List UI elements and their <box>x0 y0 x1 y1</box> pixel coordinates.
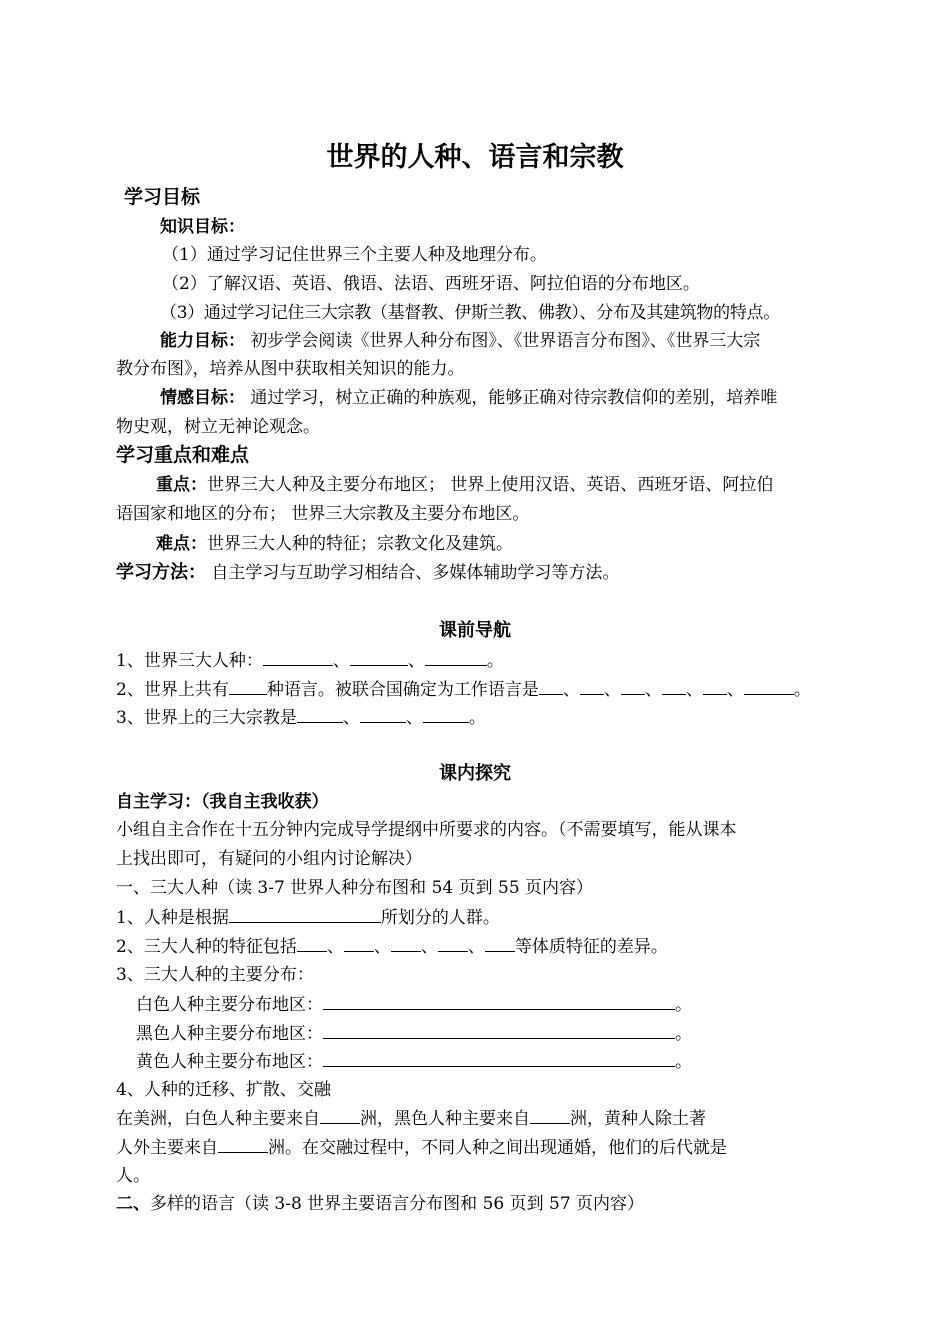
yellow-race-label: 黄色人种主要分布地区： <box>136 1052 323 1072</box>
section-2-heading <box>116 1190 840 1218</box>
knowledge-item-2: （2）了解汉语、英语、俄语、法语、西班牙语、阿拉伯语的分布地区。 <box>162 274 700 294</box>
difficulty-line <box>156 530 840 558</box>
section-2-label: 二、 <box>116 1194 150 1214</box>
separator: 、 <box>342 708 360 728</box>
separator: 、 <box>405 708 423 728</box>
yellow-race-line <box>136 1047 840 1076</box>
separator: 、 <box>603 680 621 700</box>
ability-label: 能力目标： <box>160 331 245 351</box>
ability-line-1 <box>160 327 840 355</box>
knowledge-label: 知识目标： <box>160 217 245 237</box>
self-study-heading: 自主学习：（我自主我收获） <box>116 792 329 812</box>
emotion-line-2: 物史观，树立无神论观念。 <box>116 417 320 437</box>
separator: 、 <box>685 680 703 700</box>
focus-text-1: 世界三大人种及主要分布地区； 世界上使用汉语、英语、西班牙语、阿拉伯 <box>207 475 774 495</box>
answer-blank[interactable] <box>323 990 675 1010</box>
method-line <box>116 559 840 587</box>
method-label: 学习方法： <box>116 562 206 583</box>
separator: 、 <box>407 651 425 671</box>
s1-q4: 4、人种的迁移、扩散、交融 <box>116 1080 331 1100</box>
migration-line-2 <box>116 1133 840 1162</box>
migration-text-c: 洲，黄种人除土著 <box>570 1109 706 1129</box>
answer-blank[interactable] <box>320 1104 360 1124</box>
black-race-line <box>136 1019 840 1048</box>
s1-q2-suffix: 等体质特征的差异。 <box>514 937 668 957</box>
separator: 、 <box>420 937 438 957</box>
preview-q2 <box>116 675 850 704</box>
s1-q2 <box>116 932 840 961</box>
answer-blank[interactable] <box>703 675 727 695</box>
answer-blank[interactable] <box>263 646 333 666</box>
preview-q3-prefix: 3、世界上的三大宗教是 <box>116 708 297 728</box>
answer-blank[interactable] <box>539 675 563 695</box>
objectives-heading: 学习目标 <box>124 186 201 208</box>
separator: 、 <box>562 680 580 700</box>
migration-line-3: 人。 <box>116 1166 150 1186</box>
answer-blank[interactable] <box>425 646 487 666</box>
white-race-label: 白色人种主要分布地区： <box>136 995 323 1015</box>
emotion-line-1 <box>160 384 840 412</box>
difficulty-text: 世界三大人种的特征；宗教文化及建筑。 <box>207 534 513 554</box>
s1-q3: 3、三大人种的主要分布： <box>116 965 314 985</box>
knowledge-item-3: （3）通过学习记住三大宗教（基督教、伊斯兰教、佛教）、分布及其建筑物的特点。 <box>160 303 780 323</box>
separator: 、 <box>644 680 662 700</box>
answer-blank[interactable] <box>218 1133 268 1153</box>
preview-heading: 课前导航 <box>439 620 511 641</box>
migration-text-b: 洲，黑色人种主要来自 <box>360 1109 530 1129</box>
answer-blank[interactable] <box>350 646 408 666</box>
ability-text-1: 初步学会阅读《世界人种分布图》、《世界语言分布图》、《世界三大宗 <box>250 331 761 351</box>
focus-line-2: 语国家和地区的分布； 世界三大宗教及主要分布地区。 <box>116 504 530 524</box>
answer-blank[interactable] <box>360 703 406 723</box>
migration-text-e: 洲。在交融过程中，不同人种之间出现通婚，他们的后代就是 <box>268 1138 727 1158</box>
answer-blank[interactable] <box>297 932 327 952</box>
black-race-label: 黑色人种主要分布地区： <box>136 1024 323 1044</box>
ability-line-2: 教分布图》，培养从图中获取相关知识的能力。 <box>116 359 465 379</box>
separator: 、 <box>726 680 744 700</box>
preview-q1 <box>116 646 840 675</box>
s1-q1 <box>116 903 840 932</box>
s1-q2-prefix: 2、三大人种的特征包括 <box>116 937 297 957</box>
section-1-heading: 一、三大人种（读 3-7 世界人种分布图和 54 页到 55 页内容） <box>116 878 594 898</box>
period: 。 <box>675 1052 692 1072</box>
answer-blank[interactable] <box>621 675 645 695</box>
inclass-heading: 课内探究 <box>439 763 511 784</box>
answer-blank[interactable] <box>297 703 343 723</box>
answer-blank[interactable] <box>438 932 468 952</box>
page-title: 世界的人种、语言和宗教 <box>326 142 624 173</box>
emotion-text-1: 通过学习，树立正确的种族观，能够正确对待宗教信仰的差别，培养唯 <box>250 388 778 408</box>
preview-q2-prefix: 2、世界上共有 <box>116 680 229 700</box>
answer-blank[interactable] <box>344 932 374 952</box>
answer-blank[interactable] <box>323 1019 675 1039</box>
preview-q3 <box>116 703 840 732</box>
white-race-line <box>136 990 840 1019</box>
answer-blank[interactable] <box>229 903 381 923</box>
answer-blank[interactable] <box>744 675 794 695</box>
separator: 、 <box>326 937 344 957</box>
difficulty-label: 难点： <box>156 534 207 554</box>
migration-line-1 <box>116 1104 840 1133</box>
preview-q2-mid: 种语言。被联合国确定为工作语言是 <box>266 680 539 700</box>
period: 。 <box>675 1024 692 1044</box>
answer-blank[interactable] <box>485 932 515 952</box>
preview-q2-end: 。 <box>793 680 811 700</box>
intro-line-2: 上找出即可，有疑问的小组内讨论解决） <box>116 849 422 869</box>
separator: 、 <box>373 937 391 957</box>
keypoints-heading: 学习重点和难点 <box>116 444 250 466</box>
section-2-text: 多样的语言（读 3-8 世界主要语言分布图和 56 页到 57 页内容） <box>150 1194 645 1214</box>
separator: 、 <box>332 651 350 671</box>
answer-blank[interactable] <box>662 675 686 695</box>
answer-blank[interactable] <box>229 675 267 695</box>
preview-q3-end: 。 <box>468 708 486 728</box>
focus-line-1 <box>156 471 840 499</box>
answer-blank[interactable] <box>530 1104 570 1124</box>
period: 。 <box>675 995 692 1015</box>
answer-blank[interactable] <box>391 932 421 952</box>
intro-line-1: 小组自主合作在十五分钟内完成导学提纲中所要求的内容。（不需要填写，能从课本 <box>116 820 737 840</box>
preview-q1-prefix: 1、世界三大人种： <box>116 651 263 671</box>
separator: 、 <box>467 937 485 957</box>
answer-blank[interactable] <box>423 703 469 723</box>
answer-blank[interactable] <box>580 675 604 695</box>
s1-q1-suffix: 所划分的人群。 <box>380 908 500 928</box>
answer-blank[interactable] <box>323 1047 675 1067</box>
migration-text-d: 人外主要来自 <box>116 1138 218 1158</box>
method-text: 自主学习与互助学习相结合、多媒体辅助学习等方法。 <box>206 563 620 583</box>
emotion-label: 情感目标： <box>160 388 245 408</box>
preview-q1-end: 。 <box>486 651 504 671</box>
migration-text-a: 在美洲，白色人种主要来自 <box>116 1109 320 1129</box>
s1-q1-prefix: 1、人种是根据 <box>116 908 229 928</box>
knowledge-item-1: （1）通过学习记住世界三个主要人种及地理分布。 <box>162 245 547 265</box>
focus-label: 重点： <box>156 475 207 495</box>
